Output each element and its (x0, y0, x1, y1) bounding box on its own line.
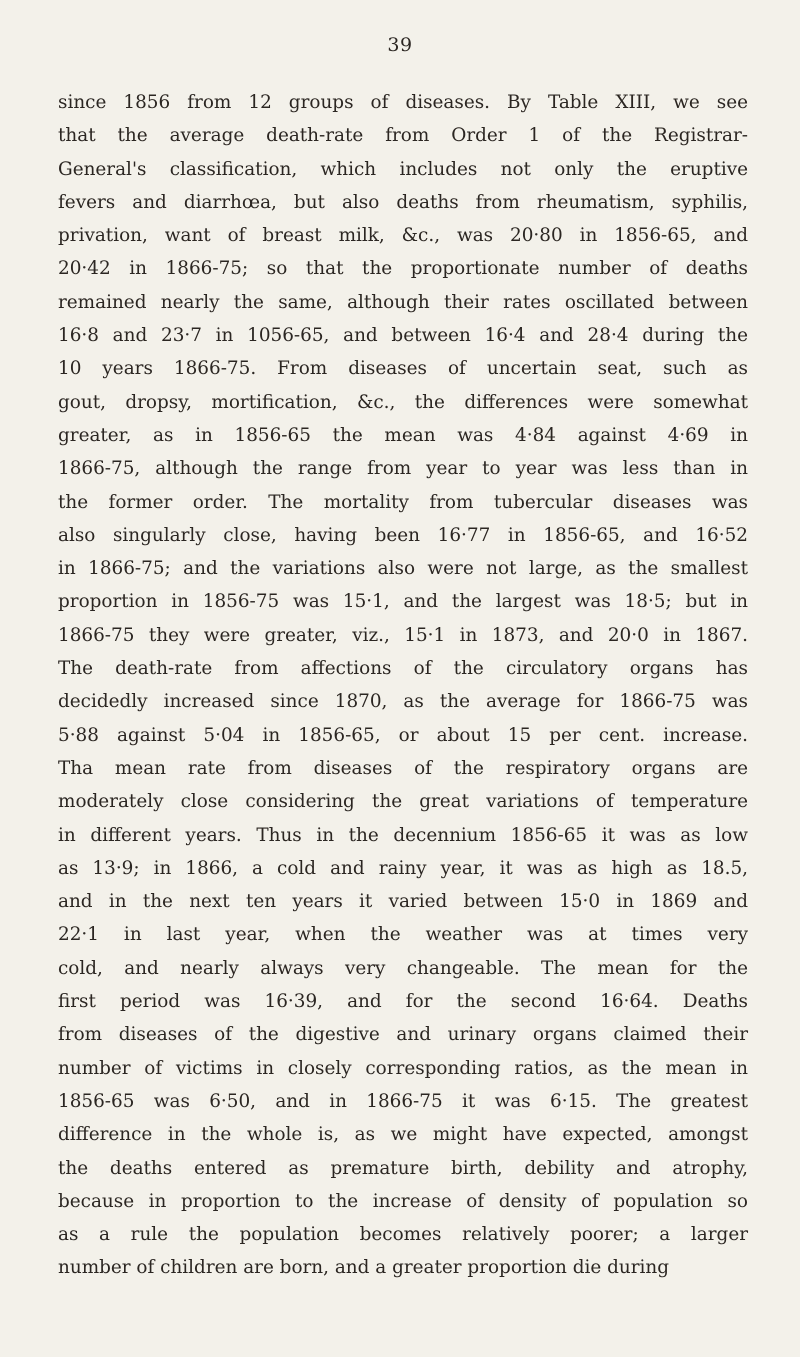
text-line: gout, dropsy, mortification, &c., the differences were somewhat (58, 391, 748, 413)
text-line: first period was 16·39, and for the second 16·64. Deaths (58, 991, 748, 1013)
text-line: as a rule the population becomes relatively poorer; a larger (58, 1224, 748, 1246)
text-line: since 1856 from 12 groups of diseases. By Table XIII, we see (58, 92, 748, 113)
text-line: decidedly increased since 1870, as the average for 1866-75 was (58, 691, 748, 713)
text-line: because in proportion to the increase of density of population so (58, 1190, 748, 1212)
text-line: 5·88 against 5·04 in 1856-65, or about 15 per cent. increase. (58, 724, 748, 746)
text-line: also singularly close, having been 16·77 in 1856-65, and 16·52 (58, 524, 748, 546)
text-line: fevers and diarrhœa, but also deaths from rheumatism, syphilis, (58, 191, 748, 213)
text-line: as 13·9; in 1866, a cold and rainy year, it was as high as 18.5, (58, 857, 748, 879)
text-line: difference in the whole is, as we might have expected, amongst (58, 1124, 748, 1146)
text-line: moderately close considering the great variations of temperature (58, 791, 748, 813)
page-number: 39 (387, 34, 413, 56)
text-line: General's classification, which includes not only the eruptive (58, 158, 748, 180)
text-line: number of children are born, and a greater proportion die during (58, 1257, 670, 1279)
text-line: 1866-75 they were greater, viz., 15·1 in 1873, and 20·0 in 1867. (58, 624, 748, 646)
text-line: Tha mean rate from diseases of the respiratory organs are (58, 757, 748, 779)
text-line: 10 years 1866-75. From diseases of uncertain seat, such as (58, 358, 748, 380)
text-line: number of victims in closely corresponding ratios, as the mean in (58, 1057, 748, 1079)
text-line: the former order. The mortality from tubercular diseases was (58, 491, 748, 513)
text-line: that the average death-rate from Order 1 of the Registrar- (58, 125, 748, 147)
text-line: 16·8 and 23·7 in 1056-65, and between 16·4 and 28·4 during the (58, 325, 748, 347)
text-line: proportion in 1856-75 was 15·1, and the largest was 18·5; but in (58, 591, 748, 613)
text-line: 1856-65 was 6·50, and in 1866-75 it was 6·15. The greatest (58, 1090, 748, 1112)
text-line: the deaths entered as premature birth, debility and atrophy, (58, 1157, 748, 1179)
text-line: cold, and nearly always very changeable. The mean for the (58, 957, 748, 979)
text-line: The death-rate from affections of the circulatory organs has (58, 658, 748, 680)
text-line: remained nearly the same, although their rates oscillated between (58, 291, 748, 313)
text-line: 20·42 in 1866-75; so that the proportionate number of deaths (58, 258, 748, 280)
text-line: privation, want of breast milk, &c., was 20·80 in 1856-65, and (58, 225, 748, 247)
text-line: 22·1 in last year, when the weather was at times very (58, 924, 748, 946)
text-line: greater, as in 1856-65 the mean was 4·84 against 4·69 in (58, 424, 748, 446)
body-paragraph (58, 86, 748, 1285)
text-line: and in the next ten years it varied between 15·0 in 1869 and (58, 891, 748, 913)
text-line: from diseases of the digestive and urinary organs claimed their (58, 1024, 748, 1046)
text-line: in different years. Thus in the decennium 1856-65 it was as low (58, 824, 748, 846)
text-line: in 1866-75; and the variations also were not large, as the smallest (58, 558, 748, 580)
text-line: 1866-75, although the range from year to year was less than in (58, 458, 748, 480)
